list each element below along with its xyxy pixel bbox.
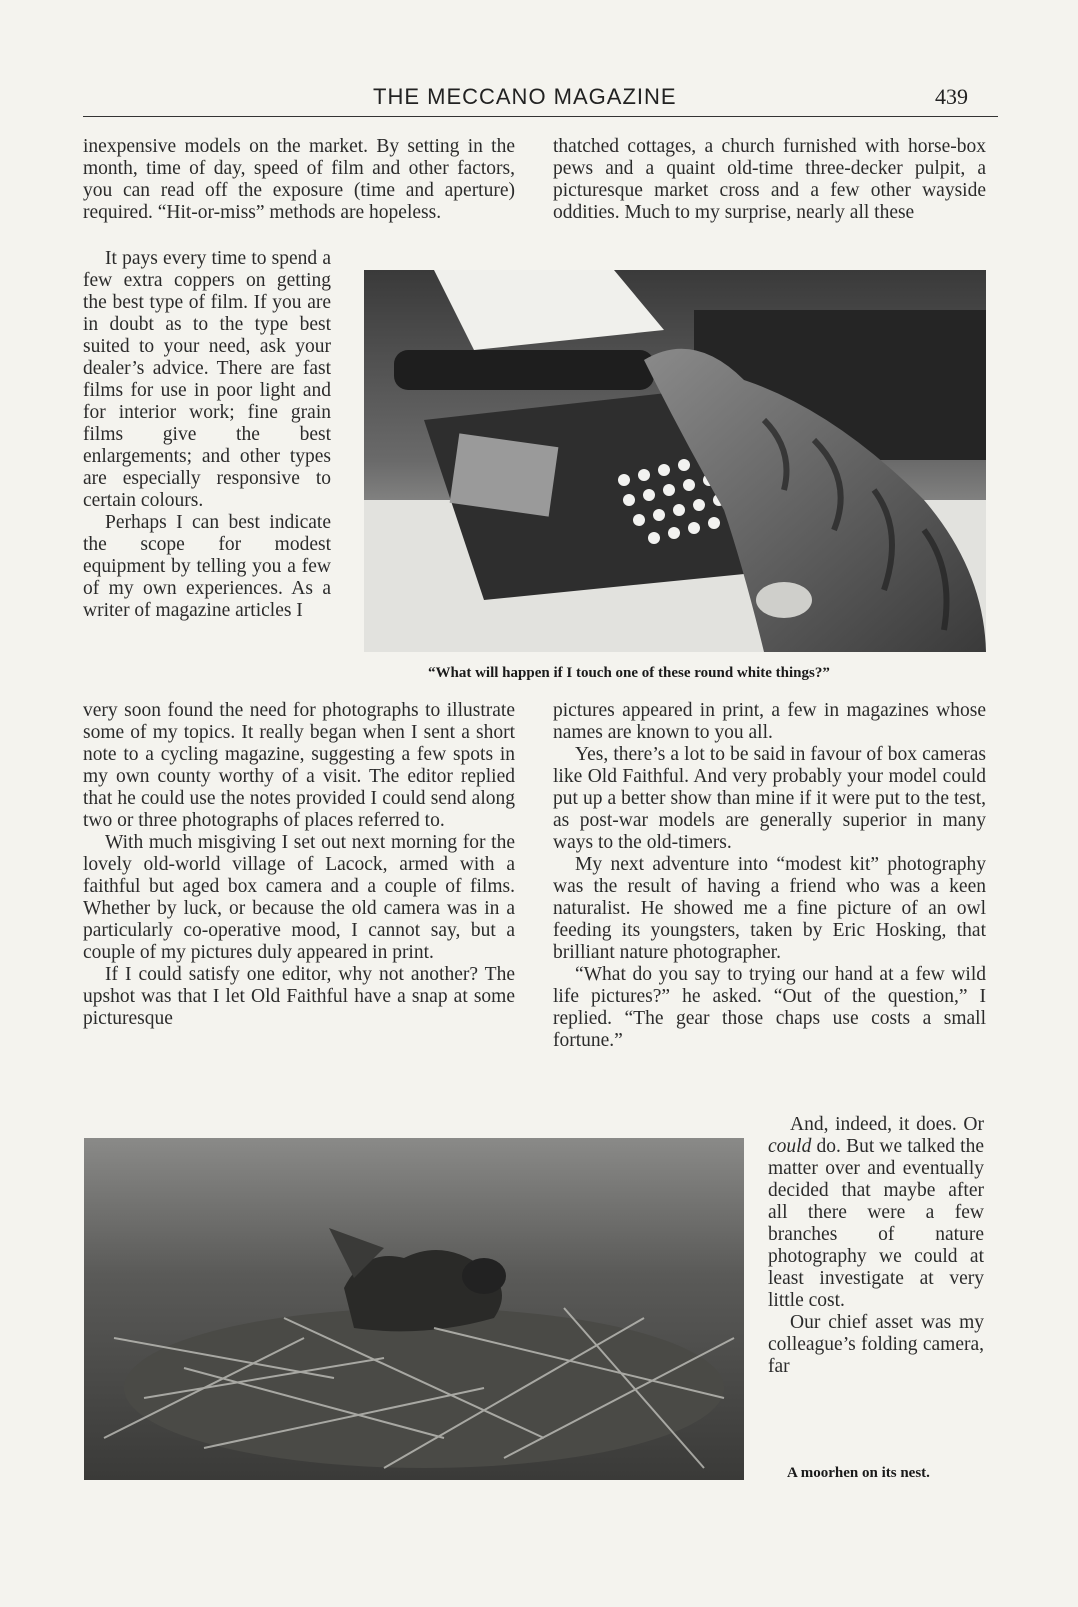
- col2-narrow-text: [768, 1114, 984, 1378]
- paragraph: If I could satisfy one editor, why not another? The upshot was that I let Old Faithful have a snap at some picturesque: [83, 964, 515, 1029]
- typewriter-cat-illustration: [364, 270, 986, 652]
- paragraph: pictures appeared in print, a few in magazines whose names are known to you all.: [553, 700, 986, 743]
- paragraph: With much misgiving I set out next morning for the lovely old-world village of Lacock, armed with a faithful but aged box camera and a couple of films. Whether by luck, or because the old camera was in a particularly co-operative mood, I cannot say, but a couple of my pictures duly appeared in print.: [83, 832, 515, 963]
- paragraph: very soon found the need for photographs to illustrate some of my topics. It really began when I sent a short note to a cycling magazine, suggesting a few spots in my own county worthy of a visit. The editor replied that he could use the notes provided I could send along two or three photographs of places referred to.: [83, 700, 515, 831]
- paragraph: And, indeed, it does. Or could do. But we talked the matter over and eventually decided that maybe after all there were a few branches of nature photography we could at least investigate at very little cost.: [768, 1114, 984, 1311]
- paragraph: It pays every time to spend a few extra coppers on getting the best type of film. If you are in doubt as to the type best suited to your need, ask your dealer’s advice. There are fast films for use in poor light and for interior work; fine grain films give the best enlargements; and other types are especially responsive to certain colours.: [83, 248, 331, 511]
- typewriter-photo-caption: “What will happen if I touch one of these round white things?”: [428, 665, 830, 681]
- moorhen-nest-photo: [84, 1138, 744, 1480]
- col2-top-text: [553, 136, 986, 224]
- paragraph: My next adventure into “modest kit” photography was the result of having a friend who was a keen naturalist. He showed me a fine picture of an owl feeding its youngsters, taken by Eric Hosking, that brilliant nature photographer.: [553, 854, 986, 963]
- paragraph: inexpensive models on the market. By setting in the month, time of day, speed of film and other factors, you can read off the exposure (time and aperture) required. “Hit-or-miss” methods are hopeless.: [83, 136, 515, 223]
- running-header: [83, 84, 998, 117]
- moorhen-nest-illustration: [84, 1138, 744, 1480]
- col1-narrow-text: [83, 248, 331, 622]
- magazine-title: THE MECCANO MAGAZINE: [373, 84, 677, 109]
- paragraph: Our chief asset was my colleague’s folding camera, far: [768, 1312, 984, 1377]
- moorhen-photo-caption: A moorhen on its nest.: [787, 1465, 930, 1481]
- page-number: 439: [935, 84, 968, 109]
- paragraph: thatched cottages, a church furnished with horse-box pews and a quaint old-time three-decker pulpit, a picturesque market cross and a few other wayside oddities. Much to my surprise, nearly all these: [553, 136, 986, 223]
- paragraph: Yes, there’s a lot to be said in favour of box cameras like Old Faithful. And very probably your model could put up a better show than mine if it were put to the test, as post-war models are generally superior in many ways to the old-timers.: [553, 744, 986, 853]
- paragraph: “What do you say to trying our hand at a few wild life pictures?” he asked. “Out of the question,” I replied. “The gear those chaps use costs a small fortune.”: [553, 964, 986, 1051]
- col2-mid-text: [553, 700, 986, 1052]
- paragraph: Perhaps I can best indicate the scope for modest equipment by telling you a few of my own experiences. As a writer of magazine articles I: [83, 512, 331, 621]
- col1-bottom-text: [83, 700, 515, 1030]
- typewriter-cat-photo: [364, 270, 986, 652]
- col1-top-text: [83, 136, 515, 224]
